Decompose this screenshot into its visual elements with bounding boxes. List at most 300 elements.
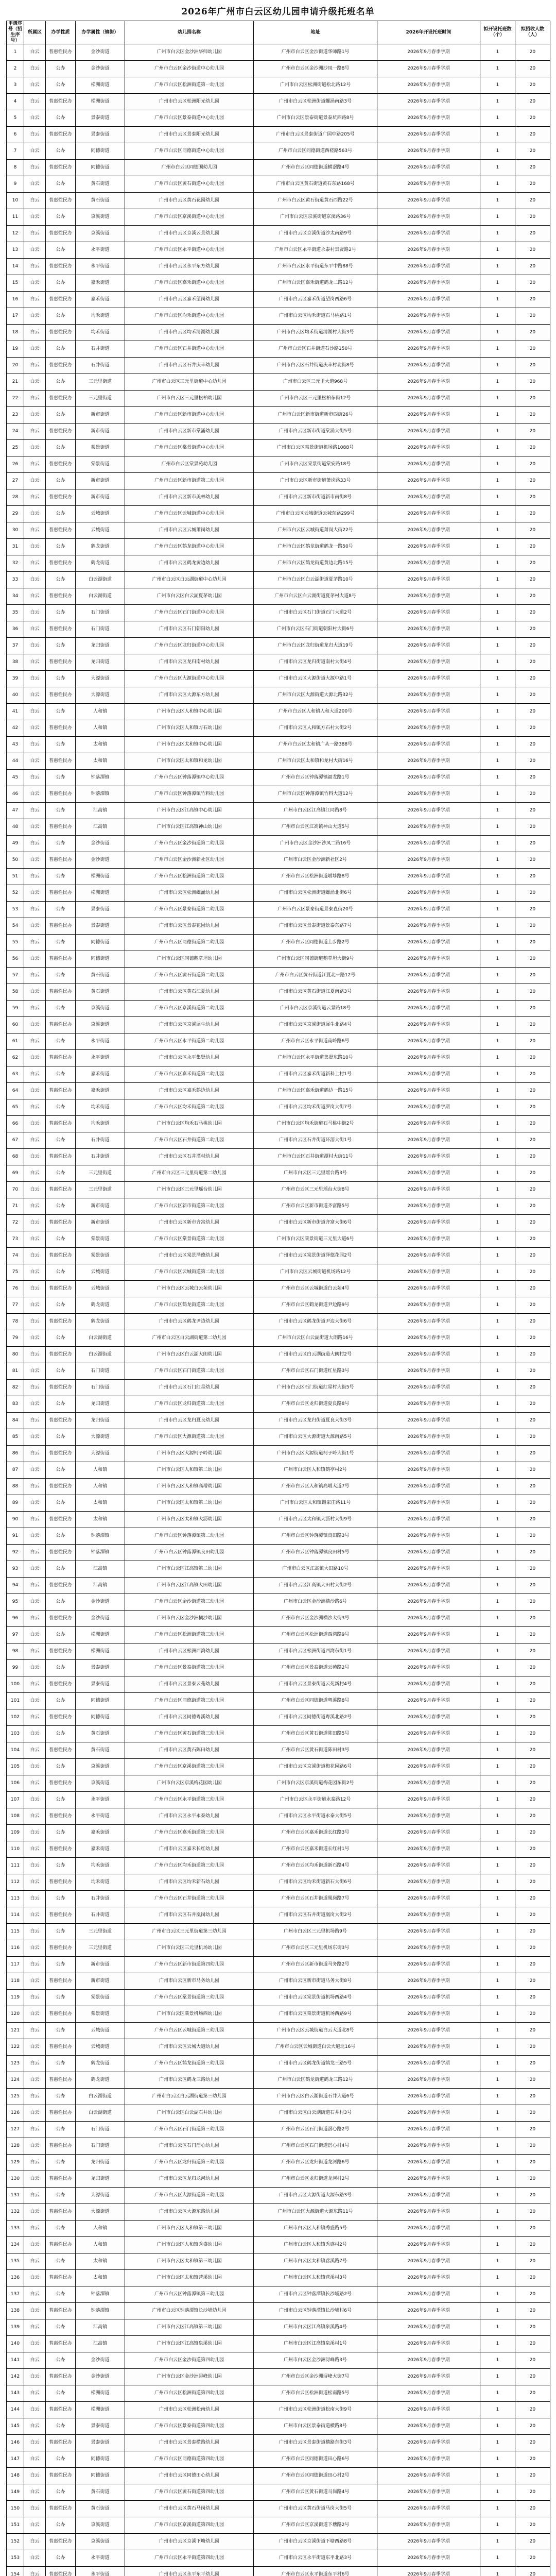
cell-nature: 公办 [46, 1429, 76, 1446]
table-row [7, 1990, 550, 2006]
cell-school-name: 广州市白云区大源东方幼儿园 [125, 687, 254, 704]
cell-school-name: 广州市白云区石井街道第二幼儿园 [125, 1132, 254, 1149]
cell-nature: 普惠性民办 [46, 2402, 76, 2418]
cell-street: 金沙街道 [76, 836, 125, 852]
cell-serial: 62 [7, 1050, 24, 1066]
table-row [7, 2155, 550, 2171]
cell-class-count: 1 [480, 654, 515, 671]
cell-district: 白云 [24, 572, 46, 588]
cell-school-name: 广州市白云区江高镇泉溪幼儿园 [125, 2336, 254, 2352]
cell-school-name: 广州市白云区棠景街道第二幼儿园 [125, 1231, 254, 1248]
cell-address: 广州市白云区黄石街道江夏北一路12号 [254, 968, 377, 984]
cell-open-time: 2026年9月春季学期 [377, 2122, 480, 2138]
cell-street: 黄石街道 [76, 1742, 125, 1759]
cell-street: 白云湖街道 [76, 2105, 125, 2122]
cell-serial: 146 [7, 2435, 24, 2451]
cell-street: 永平街道 [76, 1792, 125, 1808]
cell-class-count: 1 [480, 242, 515, 259]
cell-enrollment: 20 [515, 2369, 550, 2385]
cell-enrollment: 20 [515, 1264, 550, 1281]
cell-school-name: 广州市白云区同德街道第二幼儿园 [125, 935, 254, 951]
cell-district: 白云 [24, 984, 46, 1001]
cell-nature: 公办 [46, 2155, 76, 2171]
cell-serial: 124 [7, 2072, 24, 2089]
cell-district: 白云 [24, 292, 46, 308]
table-row [7, 638, 550, 654]
cell-address: 广州市白云区人和镇方石村大街2号 [254, 720, 377, 737]
cell-serial: 130 [7, 2171, 24, 2188]
cell-street: 同德街道 [76, 951, 125, 968]
table-row [7, 1759, 550, 1775]
cell-address: 广州市白云区松洲街道松北路12号 [254, 77, 377, 94]
cell-class-count: 1 [480, 918, 515, 935]
cell-school-name: 广州市白云区永平永泰幼儿园 [125, 1808, 254, 1825]
cell-nature: 公办 [46, 1924, 76, 1940]
table-row [7, 2484, 550, 2501]
table-row [7, 506, 550, 522]
cell-nature: 普惠性民办 [46, 1380, 76, 1396]
cell-district: 白云 [24, 1973, 46, 1990]
table-row [7, 770, 550, 786]
table-row [7, 1924, 550, 1940]
cell-address: 广州市白云区太和镇广从一路388号 [254, 737, 377, 753]
cell-school-name: 广州市白云区均禾清湖幼儿园 [125, 325, 254, 341]
cell-school-name: 广州市白云区云城街道第三幼儿园 [125, 2023, 254, 2039]
cell-street: 金沙街道 [76, 2369, 125, 2385]
table-row [7, 1742, 550, 1759]
cell-class-count: 1 [480, 325, 515, 341]
cell-open-time: 2026年9月春季学期 [377, 143, 480, 160]
cell-open-time: 2026年9月春季学期 [377, 2319, 480, 2336]
cell-enrollment: 20 [515, 1347, 550, 1363]
cell-address: 广州市白云区京溪街道下塘路2号 [254, 2517, 377, 2534]
table-row [7, 2023, 550, 2039]
header-open-time: 2026年开设托班时间 [377, 21, 480, 44]
cell-enrollment: 20 [515, 786, 550, 803]
cell-class-count: 1 [480, 2023, 515, 2039]
cell-nature: 普惠性民办 [46, 1413, 76, 1429]
cell-enrollment: 20 [515, 423, 550, 440]
cell-street: 人和镇 [76, 1479, 125, 1495]
cell-serial: 3 [7, 77, 24, 94]
table-row [7, 2534, 550, 2550]
cell-serial: 106 [7, 1775, 24, 1792]
cell-district: 白云 [24, 2402, 46, 2418]
cell-nature: 公办 [46, 1462, 76, 1479]
cell-street: 同德街道 [76, 1693, 125, 1709]
cell-open-time: 2026年9月春季学期 [377, 127, 480, 143]
cell-address: 广州市白云区同德街道鹅掌坦大街9号 [254, 951, 377, 968]
cell-address: 广州市白云区京溪街道梅花园东街2号 [254, 1775, 377, 1792]
cell-enrollment: 20 [515, 1874, 550, 1891]
cell-class-count: 1 [480, 1940, 515, 1957]
cell-open-time: 2026年9月春季学期 [377, 2270, 480, 2286]
cell-serial: 63 [7, 1066, 24, 1083]
table-row [7, 1182, 550, 1198]
cell-class-count: 1 [480, 2171, 515, 2188]
cell-address: 广州市白云区松洲街道松南大街9号 [254, 2402, 377, 2418]
cell-nature: 公办 [46, 2056, 76, 2072]
cell-enrollment: 20 [515, 968, 550, 984]
cell-address: 广州市白云区鹤龙街道鹤龙三路12号 [254, 2072, 377, 2089]
cell-serial: 133 [7, 2221, 24, 2237]
cell-school-name: 广州市白云区人和镇秀盛幼儿园 [125, 2237, 254, 2253]
cell-district: 白云 [24, 1676, 46, 1693]
cell-street: 京溪街道 [76, 226, 125, 242]
cell-address: 广州市白云区新市街道新市西街26号 [254, 407, 377, 423]
cell-class-count: 1 [480, 2534, 515, 2550]
cell-serial: 91 [7, 1528, 24, 1545]
cell-district: 白云 [24, 1874, 46, 1891]
cell-nature: 普惠性民办 [46, 1611, 76, 1627]
cell-open-time: 2026年9月春季学期 [377, 423, 480, 440]
cell-open-time: 2026年9月春季学期 [377, 473, 480, 489]
cell-serial: 56 [7, 951, 24, 968]
cell-district: 白云 [24, 638, 46, 654]
cell-serial: 111 [7, 1858, 24, 1874]
cell-nature: 普惠性民办 [46, 259, 76, 275]
cell-serial: 125 [7, 2089, 24, 2105]
cell-nature: 公办 [46, 308, 76, 325]
cell-school-name: 广州市白云区三元里瑶台幼儿园 [125, 1182, 254, 1198]
cell-enrollment: 20 [515, 1050, 550, 1066]
cell-class-count: 1 [480, 885, 515, 902]
cell-enrollment: 20 [515, 1413, 550, 1429]
table-row [7, 94, 550, 110]
cell-serial: 96 [7, 1611, 24, 1627]
cell-open-time: 2026年9月春季学期 [377, 1726, 480, 1742]
table-row [7, 1726, 550, 1742]
cell-enrollment: 20 [515, 687, 550, 704]
cell-address: 广州市白云区新市街道齐富路5号 [254, 1198, 377, 1215]
cell-open-time: 2026年9月春季学期 [377, 1413, 480, 1429]
cell-district: 白云 [24, 193, 46, 209]
cell-district: 白云 [24, 391, 46, 407]
cell-open-time: 2026年9月春季学期 [377, 2155, 480, 2171]
cell-open-time: 2026年9月春季学期 [377, 308, 480, 325]
cell-class-count: 1 [480, 1001, 515, 1017]
cell-district: 白云 [24, 654, 46, 671]
table-row [7, 77, 550, 94]
cell-class-count: 1 [480, 1594, 515, 1611]
table-row [7, 704, 550, 720]
cell-school-name: 广州市白云区同德鹅掌坦幼儿园 [125, 951, 254, 968]
cell-class-count: 1 [480, 1611, 515, 1627]
table-row [7, 1231, 550, 1248]
cell-nature: 普惠性民办 [46, 1083, 76, 1099]
cell-address: 广州市白云区石门街道红星路3号 [254, 1363, 377, 1380]
cell-open-time: 2026年9月春季学期 [377, 1017, 480, 1033]
cell-school-name: 广州市白云区均禾街道中心幼儿园 [125, 308, 254, 325]
cell-school-name: 广州市白云区人和镇第三幼儿园 [125, 2221, 254, 2237]
cell-serial: 25 [7, 440, 24, 456]
cell-open-time: 2026年9月春季学期 [377, 687, 480, 704]
cell-district: 白云 [24, 1990, 46, 2006]
cell-enrollment: 20 [515, 2237, 550, 2253]
cell-serial: 26 [7, 456, 24, 473]
cell-class-count: 1 [480, 1099, 515, 1116]
cell-address: 广州市白云区石门街道滘心路2号 [254, 2122, 377, 2138]
cell-class-count: 1 [480, 1330, 515, 1347]
cell-enrollment: 20 [515, 1116, 550, 1132]
cell-enrollment: 20 [515, 1182, 550, 1198]
header-district: 所属区 [24, 21, 46, 44]
table-row [7, 193, 550, 209]
cell-class-count: 1 [480, 143, 515, 160]
cell-street: 太和镇 [76, 2270, 125, 2286]
cell-class-count: 1 [480, 2369, 515, 2385]
cell-serial: 59 [7, 1001, 24, 1017]
table-row [7, 127, 550, 143]
cell-address: 广州市白云区白云湖街道大朗路16号 [254, 1330, 377, 1347]
cell-address: 广州市白云区石门街道石门大道2号 [254, 605, 377, 621]
cell-district: 白云 [24, 1330, 46, 1347]
cell-school-name: 广州市白云区京溪云景幼儿园 [125, 226, 254, 242]
cell-school-name: 广州市白云区金沙洲横沙幼儿园 [125, 1611, 254, 1627]
cell-address: 广州市白云区鹤龙街道尹边路9号 [254, 1297, 377, 1314]
cell-street: 大源街道 [76, 1429, 125, 1446]
cell-class-count: 1 [480, 308, 515, 325]
cell-district: 白云 [24, 1841, 46, 1858]
cell-street: 黄石街道 [76, 2501, 125, 2517]
cell-street: 金沙街道 [76, 2352, 125, 2369]
cell-enrollment: 20 [515, 391, 550, 407]
header-street: 办学属性（镇街） [76, 21, 125, 44]
cell-address: 广州市白云区同德街道田心路6号 [254, 2451, 377, 2468]
cell-district: 白云 [24, 1495, 46, 1512]
cell-open-time: 2026年9月春季学期 [377, 902, 480, 918]
cell-district: 白云 [24, 1858, 46, 1874]
cell-serial: 27 [7, 473, 24, 489]
cell-serial: 1 [7, 44, 24, 61]
cell-enrollment: 20 [515, 1611, 550, 1627]
table-row [7, 2319, 550, 2336]
cell-enrollment: 20 [515, 671, 550, 687]
cell-district: 白云 [24, 1050, 46, 1066]
cell-nature: 公办 [46, 638, 76, 654]
cell-serial: 134 [7, 2237, 24, 2253]
cell-class-count: 1 [480, 1528, 515, 1545]
cell-district: 白云 [24, 341, 46, 358]
cell-open-time: 2026年9月春季学期 [377, 1660, 480, 1676]
cell-enrollment: 20 [515, 1594, 550, 1611]
cell-address: 广州市白云区京溪街道沙太南路9号 [254, 226, 377, 242]
cell-school-name: 广州市白云区鹤龙街道第二幼儿园 [125, 1297, 254, 1314]
cell-serial: 122 [7, 2039, 24, 2056]
cell-street: 均禾街道 [76, 1874, 125, 1891]
cell-open-time: 2026年9月春季学期 [377, 160, 480, 176]
cell-school-name: 广州市白云区太和镇营溪幼儿园 [125, 2270, 254, 2286]
table-row [7, 2006, 550, 2023]
cell-serial: 103 [7, 1726, 24, 1742]
cell-enrollment: 20 [515, 1479, 550, 1495]
table-row [7, 308, 550, 325]
cell-serial: 2 [7, 61, 24, 77]
cell-street: 金沙街道 [76, 44, 125, 61]
cell-class-count: 1 [480, 1726, 515, 1742]
cell-open-time: 2026年9月春季学期 [377, 522, 480, 539]
table-row [7, 1347, 550, 1363]
cell-street: 白云湖街道 [76, 572, 125, 588]
cell-open-time: 2026年9月春季学期 [377, 588, 480, 605]
cell-street: 鹤龙街道 [76, 555, 125, 572]
cell-street: 新市街道 [76, 1957, 125, 1973]
table-row [7, 1512, 550, 1528]
cell-open-time: 2026年9月春季学期 [377, 2385, 480, 2402]
cell-district: 白云 [24, 885, 46, 902]
cell-class-count: 1 [480, 1198, 515, 1215]
cell-nature: 普惠性民办 [46, 1347, 76, 1363]
cell-class-count: 1 [480, 1050, 515, 1066]
cell-street: 人和镇 [76, 2221, 125, 2237]
cell-nature: 公办 [46, 506, 76, 522]
cell-street: 黄石街道 [76, 984, 125, 1001]
cell-school-name: 广州市白云区白云湖大朗幼儿园 [125, 1347, 254, 1363]
cell-district: 白云 [24, 2385, 46, 2402]
table-row [7, 110, 550, 127]
cell-open-time: 2026年9月春季学期 [377, 803, 480, 819]
table-row [7, 1973, 550, 1990]
cell-street: 江高镇 [76, 2319, 125, 2336]
cell-district: 白云 [24, 1561, 46, 1578]
cell-enrollment: 20 [515, 1676, 550, 1693]
cell-enrollment: 20 [515, 2336, 550, 2352]
cell-address: 广州市白云区嘉禾街道望岗西路6号 [254, 292, 377, 308]
cell-open-time: 2026年9月春季学期 [377, 1495, 480, 1512]
cell-class-count: 1 [480, 1578, 515, 1594]
cell-open-time: 2026年9月春季学期 [377, 1001, 480, 1017]
cell-address: 广州市白云区永平街道东平中路88号 [254, 259, 377, 275]
cell-nature: 公办 [46, 77, 76, 94]
cell-address: 广州市白云区云城街道白云大道北8号 [254, 2023, 377, 2039]
table-row [7, 1149, 550, 1165]
cell-serial: 119 [7, 1990, 24, 2006]
cell-open-time: 2026年9月春季学期 [377, 1528, 480, 1545]
cell-address: 广州市白云区松洲街道西湾路9号 [254, 1627, 377, 1643]
cell-street: 京溪街道 [76, 209, 125, 226]
cell-nature: 普惠性民办 [46, 127, 76, 143]
cell-class-count: 1 [480, 1396, 515, 1413]
cell-district: 白云 [24, 2171, 46, 2188]
cell-class-count: 1 [480, 94, 515, 110]
cell-class-count: 1 [480, 2303, 515, 2319]
cell-enrollment: 20 [515, 869, 550, 885]
cell-nature: 公办 [46, 1001, 76, 1017]
cell-street: 新市街道 [76, 1973, 125, 1990]
cell-serial: 73 [7, 1231, 24, 1248]
cell-district: 白云 [24, 770, 46, 786]
cell-class-count: 1 [480, 1891, 515, 1907]
cell-school-name: 广州市白云区云城萧岗幼儿园 [125, 522, 254, 539]
table-row [7, 2468, 550, 2484]
cell-enrollment: 20 [515, 1380, 550, 1396]
cell-district: 白云 [24, 1066, 46, 1083]
cell-enrollment: 20 [515, 1775, 550, 1792]
cell-enrollment: 20 [515, 572, 550, 588]
cell-enrollment: 20 [515, 1924, 550, 1940]
cell-district: 白云 [24, 1132, 46, 1149]
cell-district: 白云 [24, 1726, 46, 1742]
cell-serial: 44 [7, 753, 24, 770]
cell-serial: 54 [7, 918, 24, 935]
table-row [7, 259, 550, 275]
cell-serial: 78 [7, 1314, 24, 1330]
cell-nature: 公办 [46, 176, 76, 193]
cell-serial: 6 [7, 127, 24, 143]
cell-address: 广州市白云区永平街道永泰村集贤路2号 [254, 242, 377, 259]
cell-enrollment: 20 [515, 1512, 550, 1528]
cell-class-count: 1 [480, 341, 515, 358]
cell-district: 白云 [24, 275, 46, 292]
cell-school-name: 广州市白云区龙归街道第三幼儿园 [125, 2155, 254, 2171]
cell-district: 白云 [24, 2105, 46, 2122]
cell-open-time: 2026年9月春季学期 [377, 621, 480, 638]
table-row [7, 869, 550, 885]
cell-district: 白云 [24, 44, 46, 61]
cell-address: 广州市白云区龙归街道夏良大街3号 [254, 1413, 377, 1429]
cell-address: 广州市白云区三元里瑶台路3号 [254, 1165, 377, 1182]
cell-serial: 8 [7, 160, 24, 176]
cell-school-name: 广州市白云区钟落潭镇第三幼儿园 [125, 2286, 254, 2303]
cell-school-name: 广州市白云区鹤龙三路幼儿园 [125, 2072, 254, 2089]
cell-school-name: 广州市白云区京溪下塘幼儿园 [125, 2534, 254, 2550]
cell-nature: 公办 [46, 2451, 76, 2468]
table-row [7, 160, 550, 176]
cell-open-time: 2026年9月春季学期 [377, 1479, 480, 1495]
cell-open-time: 2026年9月春季学期 [377, 638, 480, 654]
table-row [7, 2550, 550, 2567]
cell-nature: 普惠性民办 [46, 1808, 76, 1825]
cell-district: 白云 [24, 1198, 46, 1215]
cell-street: 棠景街道 [76, 456, 125, 473]
cell-serial: 76 [7, 1281, 24, 1297]
cell-district: 白云 [24, 2072, 46, 2089]
cell-school-name: 广州市白云区大源街道中心幼儿园 [125, 671, 254, 687]
cell-enrollment: 20 [515, 638, 550, 654]
cell-street: 黄石街道 [76, 193, 125, 209]
cell-address: 广州市白云区钟落潭镇良田路3号 [254, 1528, 377, 1545]
cell-district: 白云 [24, 2550, 46, 2567]
cell-address: 广州市白云区龙归街道龙归大道19号 [254, 638, 377, 654]
cell-class-count: 1 [480, 1429, 515, 1446]
cell-street: 新市街道 [76, 1198, 125, 1215]
cell-enrollment: 20 [515, 358, 550, 374]
table-row [7, 1545, 550, 1561]
cell-class-count: 1 [480, 2155, 515, 2171]
table-row [7, 1429, 550, 1446]
table-header [7, 21, 550, 44]
cell-enrollment: 20 [515, 951, 550, 968]
cell-street: 太和镇 [76, 737, 125, 753]
cell-street: 石井街道 [76, 358, 125, 374]
cell-enrollment: 20 [515, 803, 550, 819]
cell-open-time: 2026年9月春季学期 [377, 1297, 480, 1314]
cell-serial: 46 [7, 786, 24, 803]
cell-nature: 公办 [46, 275, 76, 292]
cell-open-time: 2026年9月春季学期 [377, 555, 480, 572]
cell-class-count: 1 [480, 44, 515, 61]
cell-street: 江高镇 [76, 803, 125, 819]
cell-class-count: 1 [480, 2468, 515, 2484]
cell-open-time: 2026年9月春季学期 [377, 193, 480, 209]
cell-street: 同德街道 [76, 160, 125, 176]
cell-nature: 公办 [46, 1726, 76, 1742]
cell-nature: 普惠性民办 [46, 2468, 76, 2484]
cell-school-name: 广州市白云区江高镇大田幼儿园 [125, 1578, 254, 1594]
cell-nature: 公办 [46, 1231, 76, 1248]
cell-street: 石井街道 [76, 1149, 125, 1165]
cell-street: 京溪街道 [76, 1759, 125, 1775]
